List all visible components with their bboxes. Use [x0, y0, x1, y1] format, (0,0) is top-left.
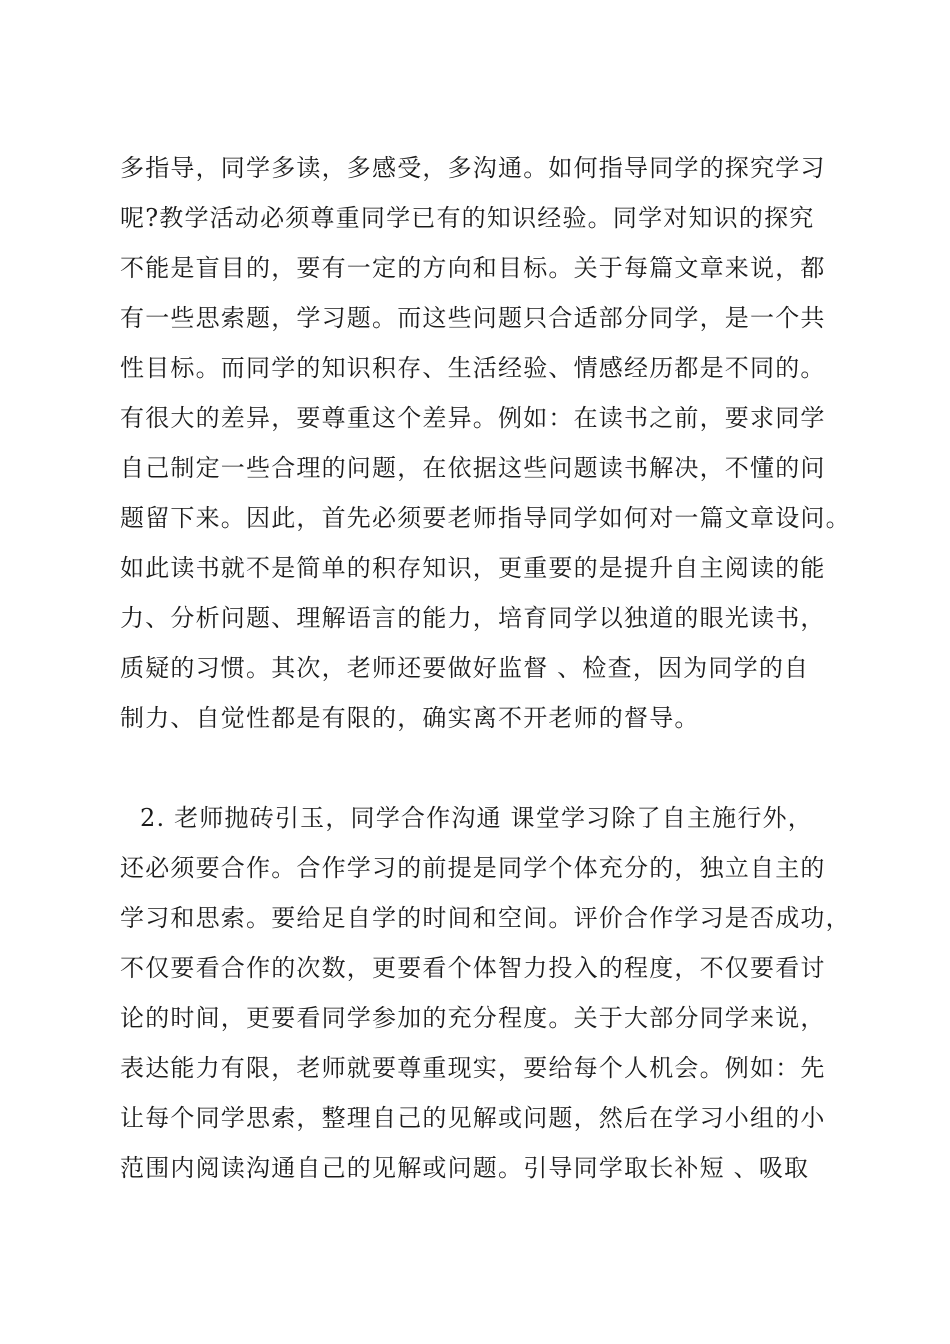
text-line: 不能是盲目的，要有一定的方向和目标。关于每篇文章来说，都 — [120, 254, 826, 282]
text-line: 力、分析问题、理解语言的能力，培育同学以独道的眼光读书， — [120, 604, 826, 632]
text-line: 表达能力有限，老师就要尊重现实，要给每个人机会。例如：先 — [120, 1054, 826, 1082]
text-line: 范围内阅读沟通自己的见解或问题。引导同学取长补短 、吸取 — [120, 1154, 810, 1182]
text-line: 学习和思索。要给足自学的时间和空间。评价合作学习是否成功， — [120, 904, 851, 932]
text-line: 制力、自觉性都是有限的，确实离不开老师的督导。 — [120, 704, 700, 732]
text-line: 题留下来。因此，首先必须要老师指导同学如何对一篇文章设问。 — [120, 504, 851, 532]
text-line: 质疑的习惯。其次，老师还要做好监督 、检查，因为同学的自 — [120, 654, 810, 682]
text-line: 有一些思索题，学习题。而这些问题只合适部分同学，是一个共 — [120, 304, 826, 332]
text-line: 性目标。而同学的知识积存、生活经验、情感经历都是不同的。 — [120, 354, 826, 382]
text-line: 有很大的差异，要尊重这个差异。例如：在读书之前，要求同学 — [120, 404, 826, 432]
text-line: 呢?教学活动必须尊重同学已有的知识经验。同学对知识的探究 — [120, 204, 815, 232]
text-line: 还必须要合作。合作学习的前提是同学个体充分的，独立自主的 — [120, 854, 826, 882]
text-line: 不仅要看合作的次数，更要看个体智力投入的程度，不仅要看讨 — [120, 954, 826, 982]
text-line: 如此读书就不是简单的积存知识，更重要的是提升自主阅读的能 — [120, 554, 826, 582]
text-line: 让每个同学思索，整理自己的见解或问题，然后在学习小组的小 — [120, 1104, 826, 1132]
text-line: 自己制定一些合理的问题，在依据这些问题读书解决，不懂的问 — [120, 454, 826, 482]
text-line: 论的时间，更要看同学参加的充分程度。关于大部分同学来说， — [120, 1004, 826, 1032]
text-line: 多指导，同学多读，多感受，多沟通。如何指导同学的探究学习 — [120, 154, 826, 182]
text-line: 2. 老师抛砖引玉，同学合作沟通 课堂学习除了自主施行外， — [140, 804, 813, 832]
